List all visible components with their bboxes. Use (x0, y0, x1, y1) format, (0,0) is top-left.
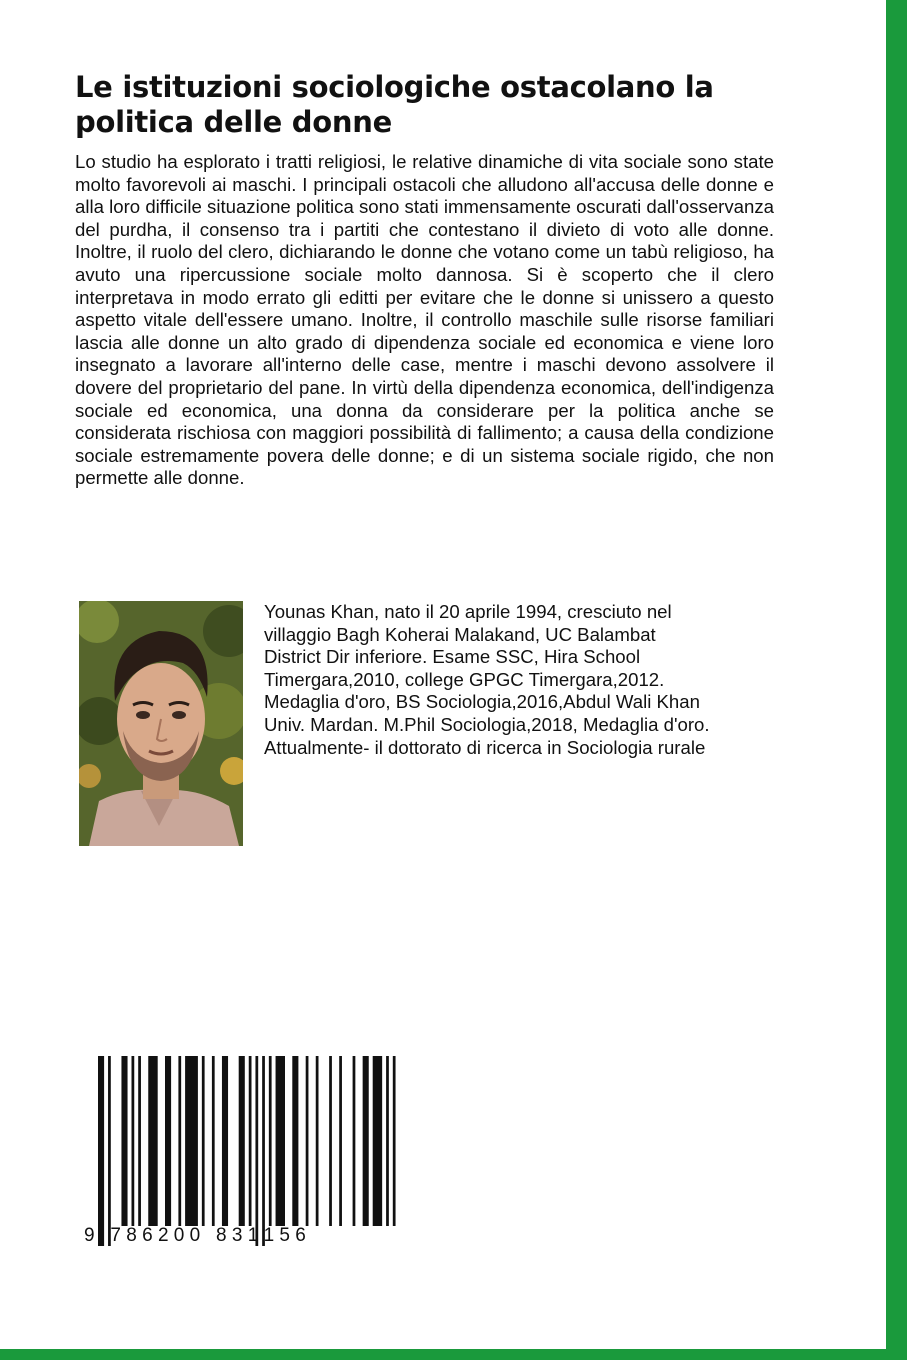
isbn-number: 9 7 8 6 2 0 0 8 3 1 1 5 6 (84, 1225, 306, 1246)
author-bio-line: Medaglia d'oro, BS Sociologia,2016,Abdul Wali Khan (264, 691, 700, 713)
author-bio-line: Younas Khan, nato il 20 aprile 1994, cresciuto nel (264, 601, 672, 622)
green-border-right (886, 0, 907, 1360)
author-bio-line: Timergara,2010, college GPGC Timergara,2012. (264, 668, 665, 690)
author-bio-line: Attualmente- il dottorato di ricerca in Sociologia rurale (264, 736, 706, 758)
barcode-bars (78, 1052, 408, 1252)
author-photo (79, 601, 243, 846)
book-abstract: Lo studio ha esplorato i tratti religiosi, le relative dinamiche di vita sociale sono state molto favorevoli ai maschi. I principali ostacoli che alludono all'accusa delle donne e alla loro difficile situazione politica sono stati immensamente oscurati dall'osservanza del purdha, il consenso tra i partiti che contestano il divieto di voto alle donne. Inoltre, il ruolo del clero, dichiarando le donne che votano come un tabù religioso, ha avuto una ripercussione sociale molto dannosa. Si è scoperto che il clero interpretava in modo errato gli editti per evitare che le donne si unissero a questo aspetto vitale dell'essere umano. Inoltre, il controllo maschile sulle risorse familiari lascia alle donne un alto grado di dipendenza sociale ed economica e viene loro insegnato a lavorare all'interno delle case, mentre i maschi devono assolvere il dovere del proprietario del pane. In virtù della dipendenza economica, dell'indigenza sociale ed economica, una donna da considerare per la politica anche se considerata rischiosa con maggiori possibilità di fallimento; a causa della condizione sociale estremamente povera delle donne; e di un sistema sociale rigido, che non permette alle donne. (75, 151, 774, 489)
author-bio-line: villaggio Bagh Koherai Malakand, UC Balambat (264, 623, 656, 645)
author-bio-line: Univ. Mardan. M.Phil Sociologia,2018, Medaglia d'oro. (264, 713, 710, 735)
isbn-barcode (78, 1052, 408, 1252)
book-title: Le istituzioni sociologiche ostacolano la politica delle donne (75, 70, 714, 139)
green-border-bottom (0, 1349, 907, 1360)
author-bio (264, 601, 784, 759)
author-bio-line: District Dir inferiore. Esame SSC, Hira School (264, 646, 641, 668)
